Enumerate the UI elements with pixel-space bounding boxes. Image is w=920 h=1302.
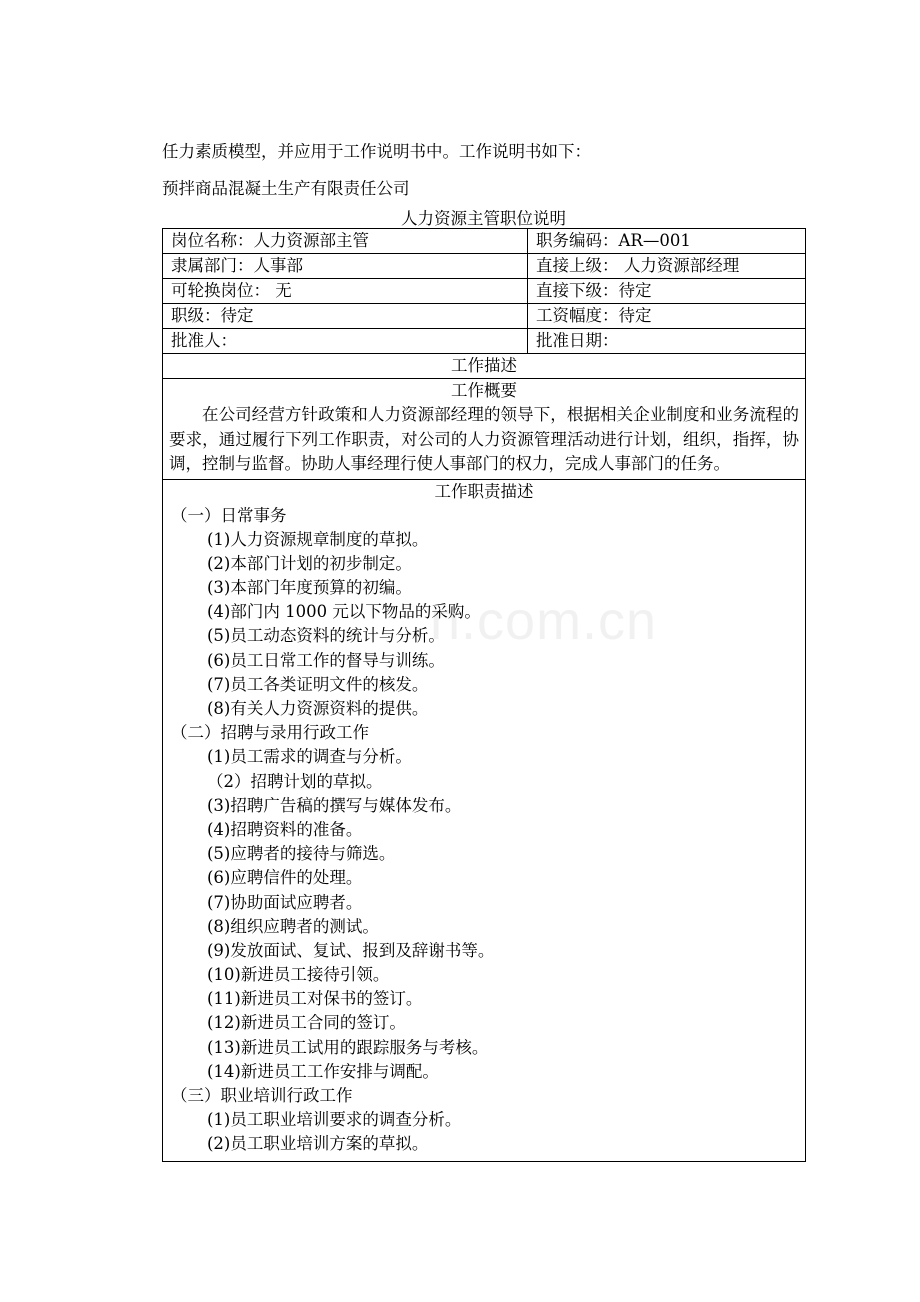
duty-item: (10)新进员工接待引领。 (207, 965, 390, 985)
job-level-cell: 职级：待定 (163, 304, 528, 329)
salary-range-cell: 工资幅度：待定 (528, 304, 806, 329)
duty-item: (2)员工职业培训方案的草拟。 (207, 1134, 429, 1154)
position-code-cell: 职务编码：AR—001 (528, 229, 806, 254)
work-description-header: 工作描述 (163, 354, 806, 379)
work-summary-cell (163, 379, 806, 480)
duty-section-title: （一）日常事务 (171, 505, 287, 525)
table-title: 人力资源主管职位说明 (401, 209, 566, 228)
duty-item: (6)员工日常工作的督导与训练。 (207, 650, 445, 670)
duties-list (163, 504, 805, 1161)
table-row (163, 354, 806, 379)
table-row (163, 279, 806, 304)
watermark: n.com.cn (430, 591, 658, 651)
duty-item: (11)新进员工对保书的签订。 (207, 989, 423, 1009)
direct-subordinate-cell: 直接下级：待定 (528, 279, 806, 304)
duty-item: (5)员工动态资料的统计与分析。 (207, 626, 445, 646)
table-row (163, 479, 806, 1161)
duty-item: (5)应聘者的接待与筛选。 (207, 844, 396, 864)
approver-cell: 批准人： (163, 329, 528, 354)
intro-paragraph: 任力素质模型，并应用于工作说明书中。工作说明书如下： (162, 142, 591, 161)
approval-date-cell: 批准日期： (528, 329, 806, 354)
duty-item: (1)员工职业培训要求的调查分析。 (207, 1110, 462, 1130)
duty-item: (6)应聘信件的处理。 (207, 868, 363, 888)
duty-item: (3)本部门年度预算的初编。 (207, 578, 412, 598)
duty-item: (14)新进员工工作安排与调配。 (207, 1061, 439, 1081)
table-row (163, 304, 806, 329)
duty-item: (3)招聘广告稿的撰写与媒体发布。 (207, 795, 462, 815)
duty-item: (4)部门内 1000 元以下物品的采购。 (207, 602, 481, 622)
table-row (163, 329, 806, 354)
table-row (163, 229, 806, 254)
duty-item: (12)新进员工合同的签订。 (207, 1013, 406, 1033)
position-name-cell: 岗位名称：人力资源部主管 (163, 229, 528, 254)
duty-item: (7)协助面试应聘者。 (207, 892, 363, 912)
direct-superior-cell: 直接上级： 人力资源部经理 (528, 254, 806, 279)
duty-item: (8)有关人力资源资料的提供。 (207, 699, 429, 718)
table-row (163, 254, 806, 279)
rotatable-position-cell: 可轮换岗位： 无 (163, 279, 528, 304)
duties-cell (163, 479, 806, 1161)
duty-item: (4)招聘资料的准备。 (207, 819, 363, 839)
duty-item: (8)组织应聘者的测试。 (207, 916, 379, 936)
duty-item: （2）招聘计划的草拟。 (207, 771, 383, 791)
company-name: 预拌商品混凝土生产有限责任公司 (162, 179, 410, 198)
duty-item: (1)人力资源规章制度的草拟。 (207, 529, 429, 549)
duty-item: (9)发放面试、复试、报到及辞谢书等。 (207, 940, 495, 960)
duties-header: 工作职责描述 (434, 481, 534, 501)
duty-item: (2)本部门计划的初步制定。 (207, 553, 412, 573)
duty-item: (7)员工各类证明文件的核发。 (207, 674, 429, 694)
work-summary-header: 工作概要 (451, 381, 517, 400)
duty-section-title: （三）职业培训行政工作 (171, 1086, 353, 1105)
department-cell: 隶属部门：人事部 (163, 254, 528, 279)
work-summary-text: 在公司经营方针政策和人力资源部经理的领导下，根据相关企业制度和业务流程的要求，通过履行下列工作职责，对公司的人力资源管理活动进行计划，组织，指挥，协调，控制与监督。协助人事经理行使人事部门的权力，完成人事部门的任务。 (169, 405, 799, 473)
table-row (163, 379, 806, 480)
job-description-table (162, 228, 806, 1162)
duty-section-title: （二）招聘与录用行政工作 (171, 723, 369, 743)
duty-item: (1)员工需求的调查与分析。 (207, 747, 412, 767)
duty-item: (13)新进员工试用的跟踪服务与考核。 (207, 1037, 489, 1057)
